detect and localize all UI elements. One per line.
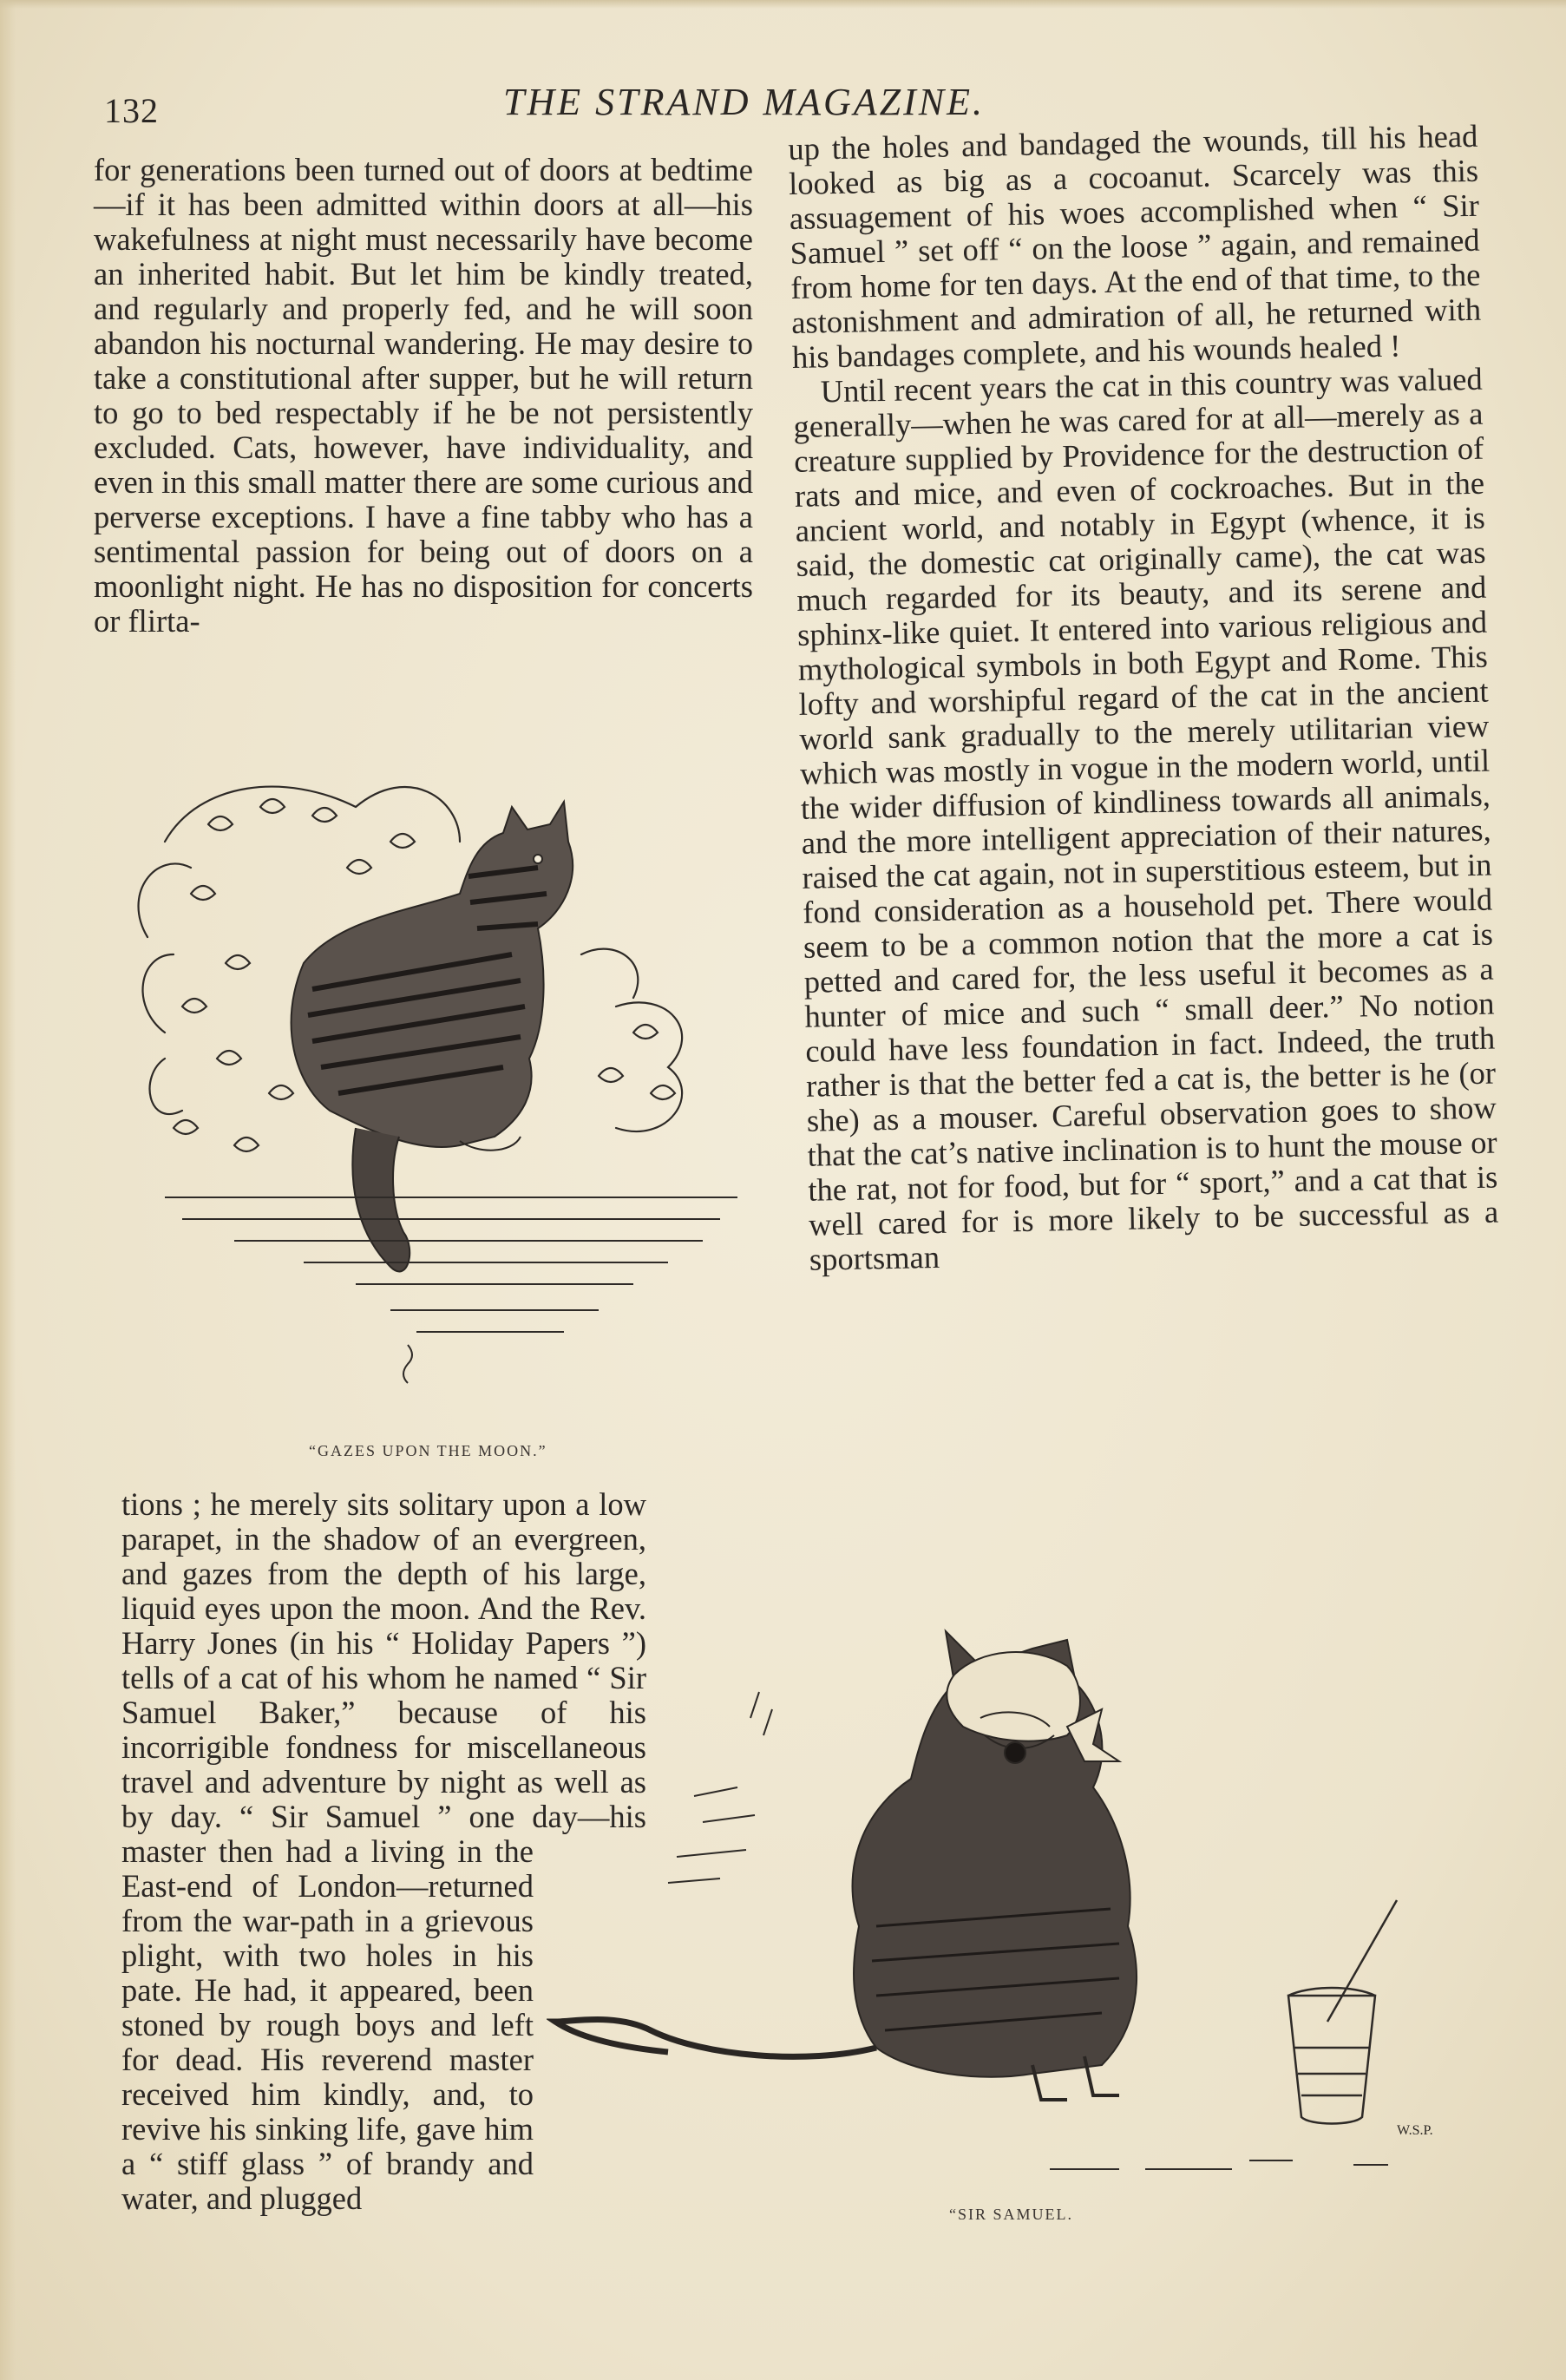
parapet-lines: [165, 1197, 737, 1383]
figure-caption-sir-samuel: “SIR SAMUEL.: [949, 2206, 1074, 2223]
brandy-glass: [1288, 1900, 1397, 2124]
left-column-top: [94, 153, 753, 639]
paragraph: tions ; he merely sits solitary upon a low parapet, in the shadow of an evergreen, and gazes from the depth of his large, liquid eyes upon the moon. And the Rev. Harry Jones (in his “ Holiday Papers ”) tells of a cat of his whom he named “ Sir Samuel Baker,” because of his incorrigible fondness for miscellaneous travel and adventure by night as well as by day. “ Sir Samuel ” one day—his master then had a living in the East-end of London—returned from the war-path in a grievous plight, with two holes in his pate. He had, it appeared, been stoned by rough boys and left for dead. His reverend master received him kindly, and, to revive his sinking life, gave him a “ stiff glass ” of brandy and water, and plugged: [121, 1486, 646, 2216]
cat-gazing-illustration: [130, 746, 790, 1432]
running-title: THE STRAND MAGAZINE.: [503, 81, 985, 123]
paragraph: Until recent years the cat in this country was valued generally—when he was cared for at all—merely as a creature supplied by Providence for the destruction of rats and mice, and even of cockroaches. But in the ancient world, and notably in Egypt (whence, it is said, the domestic cat originally came), the cat was much regarded for its beauty, and its serene and sphinx-like quiet. It entered into various religious and mythological symbols in both Egypt and Rome. This lofty and worshipful regard of the cat in the ancient world sank gradually to the merely utilitarian view which was mostly in vogue in the modern world, until the wider diffusion of kindliness towards all animals, and the more intelligent appreciation of their natures, raised the cat again, not in superstitious esteem, but in fond consideration as a household pet. There would seem to be a common notion that the more a cat is petted and cared for, the less useful it becomes as a hunter of mice and such “ small deer.” No notion could have less foundation in fact. Indeed, the truth rather is that the better fed a cat is, the better is he (or she) as a mouser. Careful observation goes to show that the cat’s native inclination is to hunt the mouse or the rat, not for food, but for “ sport,” and a cat that is well cared for is more likely to be successful as a sportsman: [793, 360, 1499, 1277]
sir-samuel-illustration: [547, 1614, 1475, 2204]
artist-signature: W.S.P.: [1397, 2123, 1433, 2138]
cat-body: [292, 802, 573, 1271]
right-column: [788, 119, 1499, 1277]
cat-figure: [555, 1631, 1137, 2100]
page-top-edge: [0, 0, 1566, 9]
page-binding-edge: [0, 0, 16, 2380]
paragraph: for generations been turned out of doors at bedtime—if it has been admitted within doors at all—his wakefulness at night must necessarily have become an inherited habit. But let him be kindly treated, and regularly and properly fed, and he will soon abandon his nocturnal wandering. He may desire to take a constitutional after supper, but he will return to go to bed respectably if he be not persistently excluded. Cats, however, have individuality, and even in this small matter there are some curious and perverse exceptions. I have a fine tabby who has a sentimental passion for being out of doors on a moonlight night. He has no disposition for concerts or flirta-: [94, 152, 753, 639]
figure-caption-moon: “GAZES UPON THE MOON.”: [309, 1442, 547, 1459]
page-number: 132: [104, 91, 159, 130]
paragraph: up the holes and bandaged the wounds, till his head looked as big as a cocoanut. Scarcely was this assuagement of his woes accomplished when “ Sir Samuel ” set off “ on the loose ” again, and remained from home for ten days. At the end of that time, to the astonishment and admiration of all, he returned with his bandages complete, and his wounds healed !: [787, 117, 1482, 375]
